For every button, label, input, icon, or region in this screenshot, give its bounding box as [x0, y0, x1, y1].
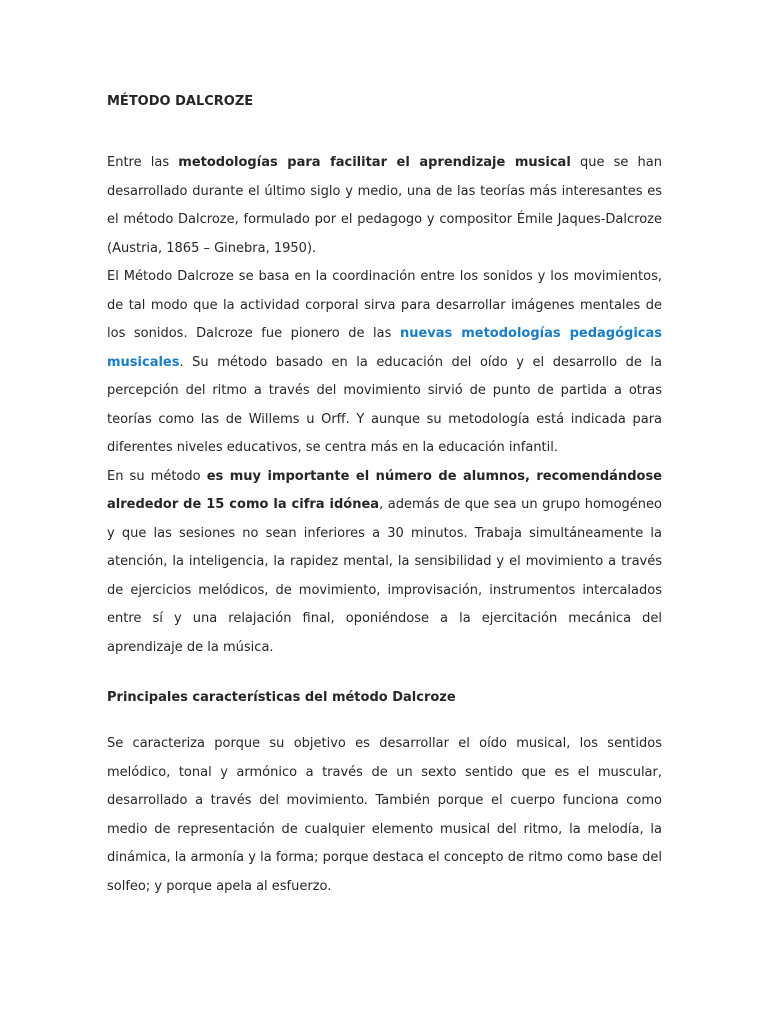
- paragraph-intro-text-1: Entre las: [107, 155, 179, 170]
- section-subtitle: Principales características del método Dalcroze: [107, 690, 456, 705]
- paragraph-students-bold: es muy importante el número de alumnos, recomendándose alrededor de 15 como la cifra idónea: [107, 468, 663, 512]
- paragraph-students-text-1: En su método: [107, 468, 207, 484]
- paragraph-students: [107, 463, 662, 663]
- new-methodologies-link[interactable]: nuevas metodologías pedagógicas musicales: [107, 326, 662, 370]
- paragraph-characteristics: Se caracteriza porque su objetivo es desarrollar el oído musical, los sentidos melódico, tonal y armónico a través de un sexto sentido que es el muscular, desarrollado a través del movimiento. También porque el cuerpo funciona como medio de representación de cualquier elemento musical del ritmo, la melodía, la dinámica, la armonía y la forma; porque destaca el concepto de ritmo como base del solfeo; y porque apela al esfuerzo.: [107, 736, 662, 894]
- paragraph-basis-text-1: El Método Dalcroze se basa en la coordinación entre los sonidos y los movimientos, de tal modo que la actividad corporal sirva para desarrollar imágenes mentales de los sonidos. Dalcroze fue pionero de las: [107, 269, 662, 341]
- paragraph-basis: [107, 263, 662, 463]
- document-page: [107, 92, 662, 901]
- document-title: MÉTODO DALCROZE: [107, 94, 254, 109]
- paragraph-intro: [107, 149, 662, 263]
- paragraph-students-text-2: , además de que sea un grupo homogéneo y que las sesiones no sean inferiores a 30 minutos. Trabaja simultáneamente la atención, la inteligencia, la rapidez mental, la sensibilidad y el movimiento a través de ejercicios melódicos, de movimiento, improvisación, instrumentos intercalados entre sí y una relajación final, oponiéndose a la ejercitación mecánica del aprendizaje de la música.: [107, 497, 662, 655]
- paragraph-basis-text-2: . Su método basado en la educación del oído y el desarrollo de la percepción del ritmo a través del movimiento sirvió de punto de partida a otras teorías como las de Willems u Orff. Y aunque su metodología está indicada para diferentes niveles educativos, se centra más en la educación infantil.: [107, 354, 662, 455]
- paragraph-intro-bold: metodologías para facilitar el aprendizaje musical: [178, 155, 571, 170]
- paragraph-intro-text-2: que se han desarrollado durante el último siglo y medio, una de las teorías más interesantes es el método Dalcroze, formulado por el pedagogo y compositor Émile Jaques-Dalcroze (Austria, 1865 – Ginebra, 1950).: [107, 155, 662, 256]
